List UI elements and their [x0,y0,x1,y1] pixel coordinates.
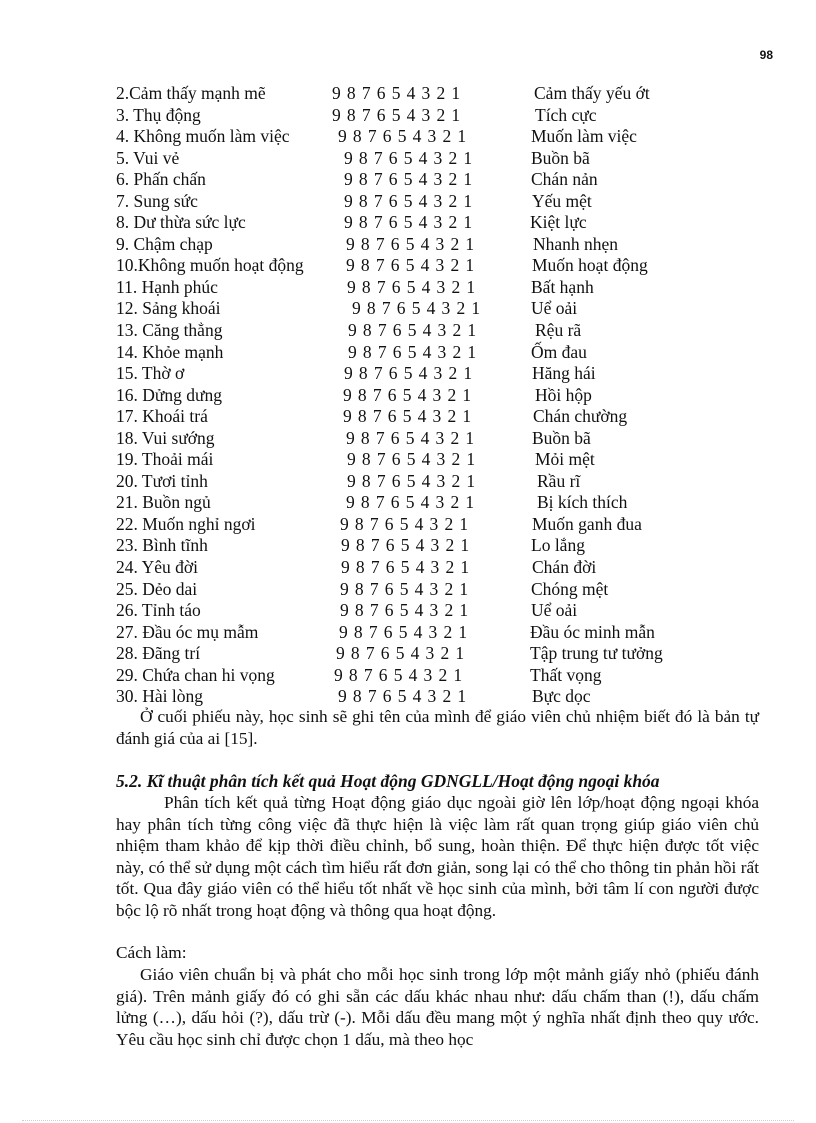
scale-row-numbers: 9 8 7 6 5 4 3 2 1 [332,104,462,125]
scale-row [0,320,816,342]
scale-row-left-label: 24. Yêu đời [116,557,198,578]
scale-row-right-label: Nhanh nhẹn [533,233,619,254]
scale-row-right-label: Rệu rã [535,320,582,341]
scale-row-numbers: 9 8 7 6 5 4 3 2 1 [339,621,469,642]
scale-row [0,342,816,364]
scale-row [0,363,816,385]
scale-row-right-label: Bất hạnh [531,276,594,297]
scale-row [0,234,816,256]
scale-row-numbers: 9 8 7 6 5 4 3 2 1 [344,147,474,168]
scale-row [0,600,816,622]
scale-row [0,449,816,471]
scale-row-numbers: 9 8 7 6 5 4 3 2 1 [338,126,468,147]
scale-row-left-label: 13. Căng thẳng [116,320,223,341]
scale-row-numbers: 9 8 7 6 5 4 3 2 1 [340,578,470,599]
scale-row-left-label: 25. Dẻo dai [116,578,198,599]
scale-row [0,169,816,191]
scale-row-right-label: Lo lắng [531,535,585,556]
scale-row-left-label: 3. Thụ động [116,104,201,125]
scale-row-numbers: 9 8 7 6 5 4 3 2 1 [336,643,466,664]
scale-row [0,557,816,579]
scale-row-right-label: Muốn ganh đua [532,513,642,534]
scale-row [0,665,816,687]
scale-row [0,298,816,320]
scale-row-numbers: 9 8 7 6 5 4 3 2 1 [340,600,470,621]
page-bottom-divider [22,1120,794,1121]
scale-row-numbers: 9 8 7 6 5 4 3 2 1 [348,341,478,362]
scale-row-left-label: 16. Dửng dưng [116,384,222,405]
scale-row-left-label: 14. Khỏe mạnh [116,341,224,362]
scale-row-numbers: 9 8 7 6 5 4 3 2 1 [343,406,473,427]
scale-row-left-label: 5. Vui vẻ [116,147,180,168]
scale-row-right-label: Muốn làm việc [531,126,637,147]
method-label: Cách làm: [116,943,187,962]
scale-row-left-label: 26. Tỉnh táo [116,600,201,621]
scale-row-left-label: 21. Buồn ngủ [116,492,211,513]
scale-row-numbers: 9 8 7 6 5 4 3 2 1 [344,190,474,211]
scale-row-left-label: 22. Muốn nghỉ ngơi [116,513,256,534]
scale-row-left-label: 6. Phấn chấn [116,169,206,190]
scale-row-right-label: Mỏi mệt [535,449,595,470]
scale-row-right-label: Yếu mệt [532,190,592,211]
scale-row-right-label: Đầu óc minh mẫn [530,621,655,642]
closing-paragraph: Ở cuối phiếu này, học sinh sẽ ghi tên của mình để giáo viên chủ nhiệm biết đó là bản tự đánh giá của ai [15]. [116,707,759,748]
scale-row [0,428,816,450]
scale-row [0,471,816,493]
scale-row-left-label: 20. Tươi tỉnh [116,470,208,491]
scale-row [0,514,816,536]
scale-row-left-label: 11. Hạnh phúc [116,276,218,297]
scale-row-numbers: 9 8 7 6 5 4 3 2 1 [341,535,471,556]
scale-row [0,643,816,665]
scale-row [0,579,816,601]
scale-row-numbers: 9 8 7 6 5 4 3 2 1 [332,83,462,103]
scale-row-right-label: Uể oải [531,298,578,319]
scale-row-numbers: 9 8 7 6 5 4 3 2 1 [347,470,477,491]
scale-row [0,492,816,514]
scale-row-numbers: 9 8 7 6 5 4 3 2 1 [334,664,464,685]
scale-row-left-label: 8. Dư thừa sức lực [116,212,246,233]
scale-row-numbers: 9 8 7 6 5 4 3 2 1 [346,427,476,448]
scale-row-numbers: 9 8 7 6 5 4 3 2 1 [343,384,473,405]
scale-row-right-label: Bị kích thích [537,492,628,513]
scale-row-right-label: Thất vọng [530,664,602,685]
scale-row-right-label: Cảm thấy yếu ớt [534,83,650,103]
section-paragraph: Phân tích kết quả từng Hoạt động giáo dục ngoài giờ lên lớp/hoạt động ngoại khóa hay phân tích từng công việc đã thực hiện là việc làm rất quan trọng giúp giáo viên chủ nhiệm tham khảo để kịp thời điều chỉnh, bổ sung, hoàn thiện. Để thực hiện được tốt việc này, có thể sử dụng một cách tìm hiểu rất đơn giản, song lại có thể cho thông tin phản hồi rất tốt. Qua đây giáo viên có thể hiểu tốt nhất về học sinh của mình, bởi tâm lí con người được bộc lộ rõ nhất trong hoạt động và thông qua hoạt động. [116,793,759,920]
scale-row-numbers: 9 8 7 6 5 4 3 2 1 [344,169,474,190]
scale-row [0,686,816,708]
scale-row [0,406,816,428]
scale-row-right-label: Chán nản [531,169,598,190]
scale-row [0,212,816,234]
scale-row-numbers: 9 8 7 6 5 4 3 2 1 [347,276,477,297]
scale-row [0,191,816,213]
scale-row-right-label: Chán đời [532,557,597,578]
scale-row-right-label: Muốn hoạt động [532,255,648,276]
page-number: 98 [759,48,773,62]
scale-row-numbers: 9 8 7 6 5 4 3 2 1 [346,233,476,254]
scale-row-right-label: Rầu rĩ [537,470,581,491]
section-heading: 5.2. Kĩ thuật phân tích kết quả Hoạt động GDNGLL/Hoạt động ngoại khóa [116,771,660,791]
scale-row-numbers: 9 8 7 6 5 4 3 2 1 [348,320,478,341]
scale-row [0,105,816,127]
scale-row [0,83,816,105]
scale-row-right-label: Tích cực [535,104,597,125]
scale-row-right-label: Buồn bã [532,427,591,448]
scale-row-left-label: 23. Bình tĩnh [116,535,208,556]
scale-row-numbers: 9 8 7 6 5 4 3 2 1 [341,557,471,578]
scale-row [0,385,816,407]
scale-row [0,277,816,299]
scale-row-right-label: Kiệt lực [530,212,587,233]
self-assessment-scale [0,83,816,708]
scale-row-left-label: 27. Đầu óc mụ mẫm [116,621,259,642]
scale-row-right-label: Ốm đau [531,341,587,362]
scale-row-numbers: 9 8 7 6 5 4 3 2 1 [344,363,474,384]
scale-row-left-label: 17. Khoái trá [116,406,208,427]
scale-row-right-label: Tập trung tư tưởng [530,643,663,664]
scale-row-left-label: 30. Hài lòng [116,686,204,707]
scale-row-numbers: 9 8 7 6 5 4 3 2 1 [344,212,474,233]
scale-row-left-label: 18. Vui sướng [116,427,215,448]
scale-row [0,148,816,170]
scale-row-numbers: 9 8 7 6 5 4 3 2 1 [346,492,476,513]
scale-row [0,255,816,277]
scale-row-numbers: 9 8 7 6 5 4 3 2 1 [340,513,470,534]
scale-row-left-label: 10.Không muốn hoạt động [116,255,304,276]
scale-row-left-label: 2.Cảm thấy mạnh mẽ [116,83,266,103]
scale-row-numbers: 9 8 7 6 5 4 3 2 1 [346,255,476,276]
scale-row-left-label: 12. Sảng khoái [116,298,221,319]
scale-row-numbers: 9 8 7 6 5 4 3 2 1 [347,449,477,470]
scale-row [0,126,816,148]
method-paragraph: Giáo viên chuẩn bị và phát cho mỗi học sinh trong lớp một mảnh giấy nhỏ (phiếu đánh giá). Trên mảnh giấy đó có ghi sẵn các dấu khác nhau như: dấu chấm than (!), dấu chấm lửng (…), dấu hỏi (?), dấu trừ (-). Mỗi dấu đều mang một ý nghĩa nhất định theo quy ước. Yêu cầu học sinh chỉ được chọn 1 dấu, mà theo học [116,965,759,1049]
scale-row-right-label: Uể oải [531,600,578,621]
scale-row-right-label: Buồn bã [531,147,590,168]
scale-row-left-label: 29. Chứa chan hi vọng [116,664,275,685]
scale-row-right-label: Hồi hộp [535,384,592,405]
scale-row-left-label: 19. Thoải mái [116,449,214,470]
scale-row-left-label: 7. Sung sức [116,190,198,211]
scale-row [0,535,816,557]
scale-row-right-label: Chóng mệt [531,578,609,599]
scale-row-left-label: 15. Thờ ơ [116,363,185,384]
scale-row-left-label: 28. Đãng trí [116,643,201,664]
scale-row-numbers: 9 8 7 6 5 4 3 2 1 [352,298,482,319]
scale-row-right-label: Chán chường [533,406,628,427]
scale-row-left-label: 4. Không muốn làm việc [116,126,290,147]
scale-row-right-label: Hăng hái [532,363,596,384]
scale-row-numbers: 9 8 7 6 5 4 3 2 1 [338,686,468,707]
scale-row-left-label: 9. Chậm chạp [116,233,213,254]
scale-row [0,622,816,644]
scale-row-right-label: Bực dọc [532,686,591,707]
